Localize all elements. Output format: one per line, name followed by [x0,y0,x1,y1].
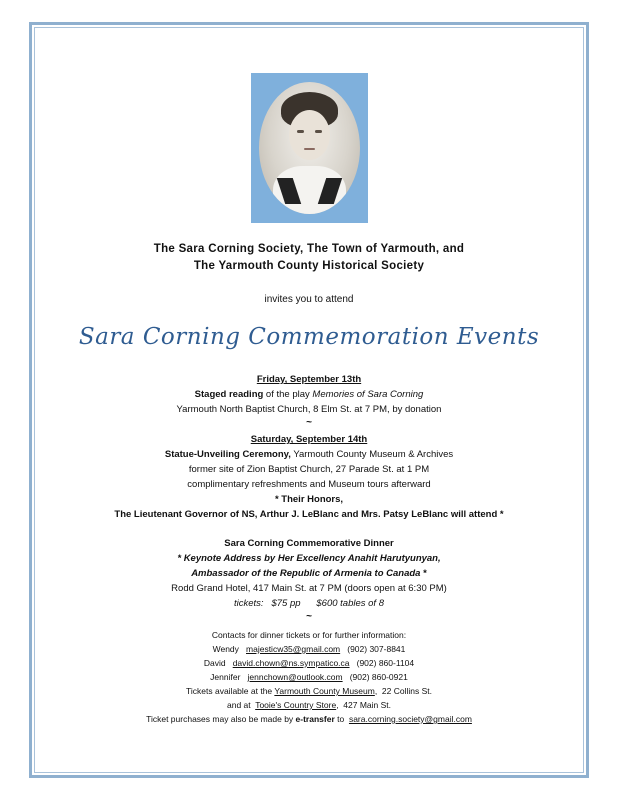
invite-text: invites you to attend [264,294,354,305]
honors-line-2: The Lieutenant Governor of NS, Arthur J. LeBlanc and Mrs. Patsy LeBlanc will attend * [114,509,504,520]
friday-venue: Yarmouth North Baptist Church, 8 Elm St. at 7 PM, by donation [176,404,442,415]
contact-email-link[interactable]: majesticw35@gmail.com [246,644,341,654]
staged-reading-text: of the play [263,389,313,400]
available-and: and at [226,700,256,710]
keynote-line-2 [40,566,578,581]
etransfer-to: to [334,714,349,724]
ceremony-line [40,447,578,462]
tickets-store-line [40,698,578,712]
contacts-intro: Contacts for dinner tickets or for further information: [211,630,407,640]
portrait-photo [259,82,360,214]
event-title: Sara Corning Commemoration Events [78,324,540,350]
separator-1: ~ [306,417,312,428]
etransfer-line [40,712,578,726]
contact-row [40,642,578,656]
contact-row [40,670,578,684]
saturday-date: Saturday, September 14th [250,434,368,445]
keynote-end: * [420,568,427,579]
keynote-line-1: * Keynote Address by Her Excellency Anahit Harutyunyan, [177,553,441,564]
flyer-content [40,60,578,726]
contact-email-link[interactable]: jennchown@outlook.com [247,672,343,682]
ceremony-label: Statue-Unveiling Ceremony, [164,449,291,460]
friday-section [40,372,578,428]
keynote-ambassador: Ambassador of the Republic of Armenia to Canada [191,568,421,579]
friday-date: Friday, September 13th [256,374,362,385]
store-address: , 427 Main St. [336,700,391,710]
host-line-1: The Sara Corning Society, The Town of Yarmouth, and [153,243,465,255]
etransfer-prefix: Ticket purchases may also be made by [146,714,296,724]
staged-reading-label: Staged reading [194,389,264,400]
contact-email-link[interactable]: david.chown@ns.sympatico.ca [232,658,350,668]
ceremony-venue: Yarmouth County Museum & Archives [290,449,454,460]
contact-name: Wendy [212,644,239,654]
store-link[interactable]: Tooie's Country Store [255,700,337,710]
etransfer-email-link[interactable]: sara.corning.society@gmail.com [348,714,472,724]
refreshments-note: complimentary refreshments and Museum tours afterward [187,479,431,490]
host-line-2: The Yarmouth County Historical Society [193,260,425,272]
dinner-venue: Rodd Grand Hotel, 417 Main St. at 7 PM (doors open at 6:30 PM) [171,583,447,594]
separator-2: ~ [306,611,312,622]
contact-row [40,656,578,670]
honors-line-1: * Their Honors, [274,494,344,505]
play-title: Memories of Sara Corning [312,389,424,400]
dinner-title: Sara Corning Commemorative Dinner [224,538,394,549]
portrait-frame [251,73,368,223]
saturday-section [40,432,578,522]
contact-name: David [203,658,226,668]
museum-address: , 22 Collins St. [374,686,432,696]
ceremony-site: former site of Zion Baptist Church, 27 Parade St. at 1 PM [188,464,430,475]
contact-phone: (902) 860-1104 [356,658,415,668]
host-organizations [40,241,578,275]
contact-phone: (902) 860-0921 [349,672,408,682]
museum-link[interactable]: Yarmouth County Museum [274,686,375,696]
contact-phone: (902) 307-8841 [347,644,406,654]
ticket-prices: tickets: $75 pp $600 tables of 8 [234,598,384,609]
staged-reading-line [40,387,578,402]
etransfer-label: e-transfer [295,714,335,724]
dinner-section [40,536,578,622]
available-prefix: Tickets available at the [186,686,275,696]
tickets-available-line [40,684,578,698]
contact-name: Jennifer [210,672,241,682]
contacts-section [40,628,578,726]
